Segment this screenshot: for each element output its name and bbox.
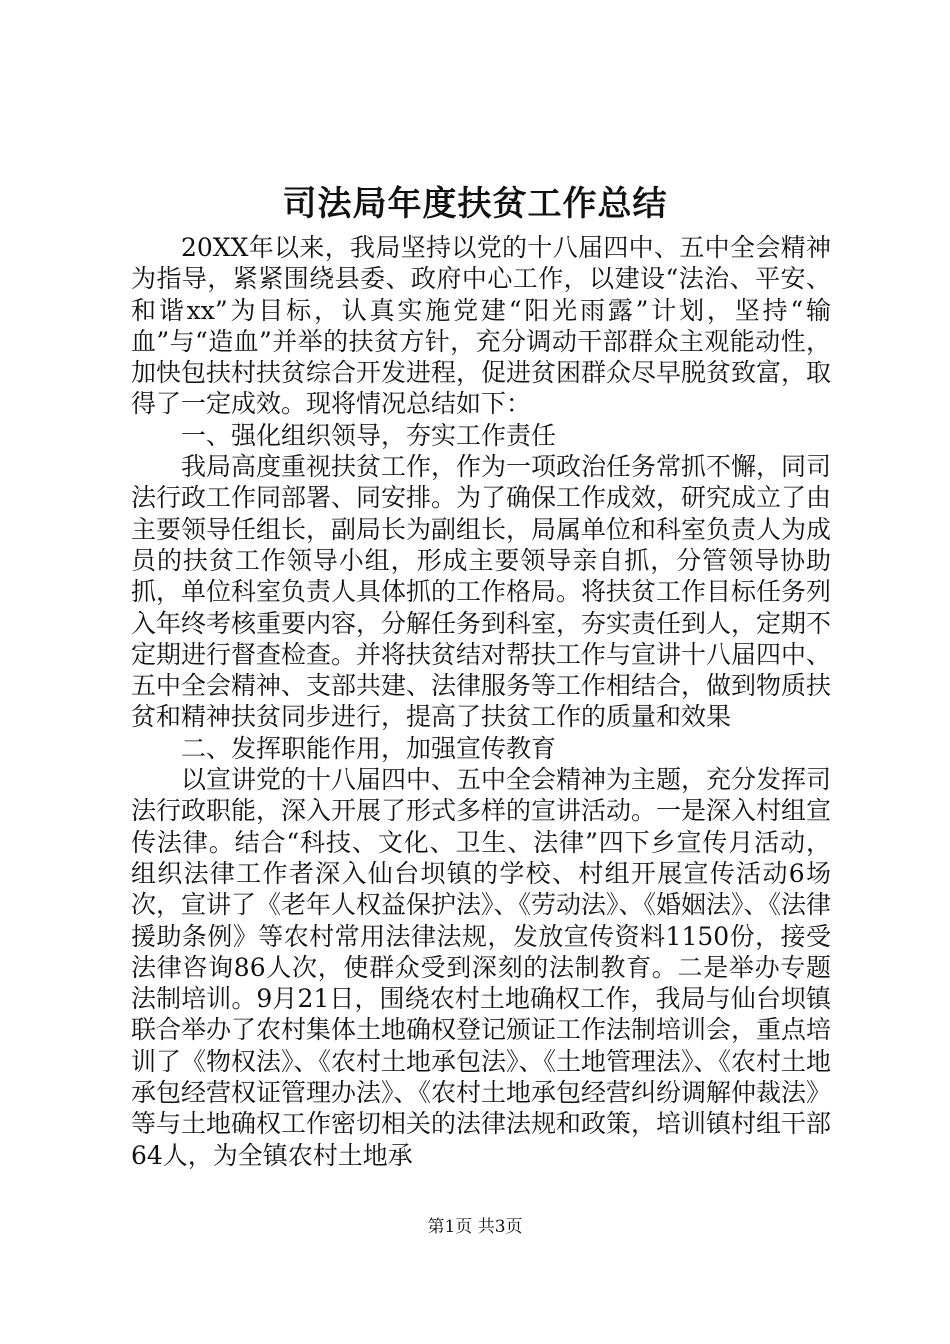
paragraph-intro: 20XX年以来，我局坚持以党的十八届四中、五中全会精神为指导，紧紧围绕县委、政府中心工作，以建设“法治、平安、和谐xx”为目标，认真实施党建“阳光雨露”计划，坚持“输血”与“造血”并举的扶贫方针，充分调动干部群众主观能动性，加快包扶村扶贫综合开发进程，促进贫困群众尽早脱贫致富，取得了一定成效。现将情况总结如下： — [131, 233, 832, 419]
paragraph-section-1: 我局高度重视扶贫工作，作为一项政治任务常抓不懈，同司法行政工作同部署、同安排。为了确保工作成效，研究成立了由主要领导任组长，副局长为副组长，局属单位和科室负责人为成员的扶贫工作领导小组，形成主要领导亲自抓，分管领导协助抓，单位科室负责人具体抓的工作格局。将扶贫工作目标任务列入年终考核重要内容，分解任务到科室，夯实责任到人，定期不定期进行督查检查。并将扶贫结对帮扶工作与宣讲十八届四中、五中全会精神、支部共建、法律服务等工作相结合，做到物质扶贫和精神扶贫同步进行，提高了扶贫工作的质量和效果 — [131, 452, 832, 732]
document-title: 司法局年度扶贫工作总结 — [282, 184, 668, 224]
page-number-footer: 第1页 共3页 — [427, 1217, 523, 1237]
section-heading-2: 二、发挥职能作用，加强宣传教育 — [181, 733, 557, 763]
paragraph-section-2: 以宣讲党的十八届四中、五中全会精神为主题，充分发挥司法行政职能，深入开展了形式多样的宣讲活动。一是深入村组宣传法律。结合“科技、文化、卫生、法律”四下乡宣传月活动，组织法律工作者深入仙台坝镇的学校、村组开展宣传活动6场次，宣讲了《老年人权益保护法》、《劳动法》、《婚姻法》、《法律援助条例》等农村常用法律法规，发放宣传资料1150份，接受法律咨询86人次，使群众受到深刻的法制教育。二是举办专题法制培训。9月21日，围绕农村土地确权工作，我局与仙台坝镇联合举办了农村集体土地确权登记颁证工作法制培训会，重点培训了《物权法》、《农村土地承包法》、《土地管理法》、《农村土地承包经营权证管理办法》、《农村土地承包经营纠纷调解仲裁法》等与土地确权工作密切相关的法律法规和政策，培训镇村组干部64人，为全镇农村土地承 — [131, 765, 832, 1170]
section-heading-1: 一、强化组织领导，夯实工作责任 — [181, 420, 557, 450]
document-body — [131, 232, 831, 1171]
